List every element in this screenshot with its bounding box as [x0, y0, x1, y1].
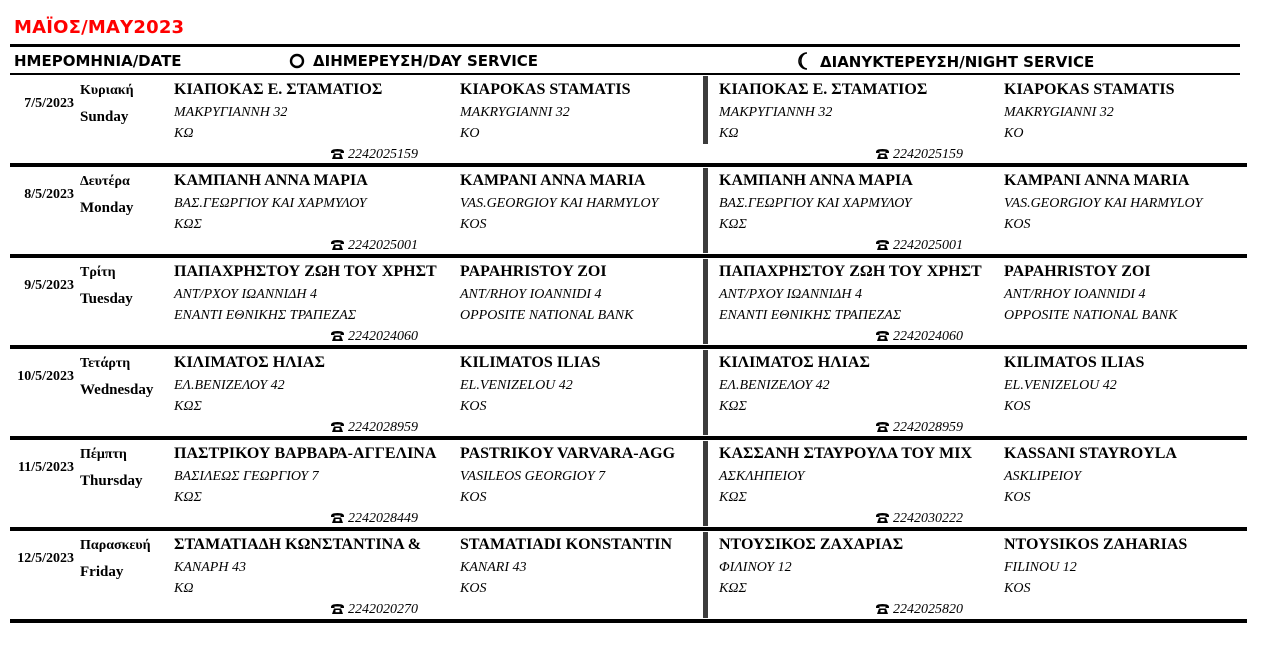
phone-icon [330, 511, 348, 526]
duty-row [0, 349, 1273, 433]
night-pharmacy-address-gr: ΒΑΣ.ΓΕΩΡΓΙΟΥ ΚΑΙ ΧΑΡΜΥΛΟΥ [719, 196, 912, 211]
night-pharmacy-area-en: OPPOSITE NATIONAL BANK [1004, 308, 1178, 323]
phone-number: 2242028959 [893, 420, 963, 435]
day-pharmacy-address-gr: ΑΝΤ/ΡΧΟΥ ΙΩΑΝΝΙΔΗ 4 [174, 287, 317, 302]
day-pharmacy-area-gr: ΚΩ [174, 126, 194, 141]
night-service-label: ΔΙΑΝΥΚΤΕΡΕΥΣΗ/NIGHT SERVICE [820, 53, 1095, 71]
day-pharmacy-area-gr: ΚΩΣ [174, 217, 202, 232]
row-day-greek: Παρασκευή [80, 538, 151, 553]
night-pharmacy-phone [875, 420, 963, 436]
row-date: 12/5/2023 [17, 551, 74, 566]
day-pharmacy-address-gr: ΕΛ.ΒΕΝΙΖΕΛΟΥ 42 [174, 378, 285, 393]
day-pharmacy-phone [330, 602, 418, 618]
day-pharmacy-address-gr: ΒΑΣ.ΓΕΩΡΓΙΟΥ ΚΑΙ ΧΑΡΜΥΛΟΥ [174, 196, 367, 211]
day-pharmacy-phone [330, 329, 418, 345]
night-pharmacy-area-en: KOS [1004, 490, 1031, 505]
day-pharmacy-address-gr: ΚΑΝΑΡΗ 43 [174, 560, 246, 575]
night-pharmacy-address-en: EL.VENIZELOU 42 [1004, 378, 1117, 393]
day-pharmacy-name-gr: ΠΑΣΤΡΙΚΟΥ ΒΑΡΒΑΡΑ-ΑΓΓΕΛΙΝΑ [174, 445, 437, 462]
night-pharmacy-address-en: ANT/RHOY IOANNIDI 4 [1004, 287, 1146, 302]
day-pharmacy-phone [330, 147, 418, 163]
phone-number: 2242025159 [893, 147, 963, 162]
day-pharmacy-address-en: VAS.GEORGIOY KAI HARMYLOY [460, 196, 659, 211]
phone-icon [875, 602, 893, 617]
day-pharmacy-phone [330, 420, 418, 436]
day-pharmacy-area-en: OPPOSITE NATIONAL BANK [460, 308, 634, 323]
phone-number: 2242024060 [893, 329, 963, 344]
phone-icon [330, 329, 348, 344]
night-pharmacy-address-en: MAKRYGIANNI 32 [1004, 105, 1114, 120]
night-pharmacy-address-en: VAS.GEORGIOY KAI HARMYLOY [1004, 196, 1203, 211]
day-pharmacy-phone [330, 238, 418, 254]
night-pharmacy-address-gr: ΕΛ.ΒΕΝΙΖΕΛΟΥ 42 [719, 378, 830, 393]
night-pharmacy-name-en: KIAPOKAS STAMATIS [1004, 81, 1175, 98]
day-pharmacy-name-gr: ΚΙΑΠΟΚΑΣ Ε. ΣΤΑΜΑΤΙΟΣ [174, 81, 383, 98]
phone-number: 2242024060 [348, 329, 418, 344]
phone-icon [330, 602, 348, 617]
date-column-header: ΗΜΕΡΟΜΗΝΙΑ/DATE [14, 52, 182, 70]
night-pharmacy-area-en: KOS [1004, 217, 1031, 232]
day-pharmacy-area-en: KOS [460, 490, 487, 505]
day-pharmacy-address-en: KANARI 43 [460, 560, 527, 575]
night-pharmacy-area-en: KOS [1004, 399, 1031, 414]
night-pharmacy-area-gr: ΚΩ [719, 126, 739, 141]
row-day-greek: Τρίτη [80, 265, 116, 280]
day-pharmacy-area-gr: ΚΩΣ [174, 490, 202, 505]
night-pharmacy-name-gr: ΚΙΛΙΜΑΤΟΣ ΗΛΙΑΣ [719, 354, 870, 371]
night-pharmacy-area-gr: ΚΩΣ [719, 217, 747, 232]
header-top-rule [10, 44, 1240, 47]
row-day-greek: Τετάρτη [80, 356, 131, 371]
day-pharmacy-name-en: PAPAHRISTOY ZOI [460, 263, 607, 280]
phone-icon [875, 147, 893, 162]
night-pharmacy-address-gr: ΜΑΚΡΥΓΙΑΝΝΗ 32 [719, 105, 833, 120]
day-pharmacy-name-gr: ΣΤΑΜΑΤΙΑΔΗ ΚΩΝΣΤΑΝΤΙΝΑ & [174, 536, 422, 553]
day-pharmacy-name-gr: ΠΑΠΑΧΡΗΣΤΟΥ ΖΩΗ ΤΟΥ ΧΡΗΣΤ [174, 263, 437, 280]
phone-number: 2242028959 [348, 420, 418, 435]
row-separator [10, 619, 1247, 623]
day-service-header [289, 52, 538, 73]
day-pharmacy-phone [330, 511, 418, 527]
duty-row [0, 258, 1273, 342]
month-title: ΜΑΪΟΣ/ΜΑΥ2023 [14, 17, 185, 38]
phone-icon [875, 511, 893, 526]
night-pharmacy-name-en: KASSANI STAYROYLA [1004, 445, 1177, 462]
day-pharmacy-name-en: STAMATIADI KONSTANTIN [460, 536, 673, 553]
day-pharmacy-address-en: VASILEOS GEORGIOY 7 [460, 469, 606, 484]
night-pharmacy-area-gr: ΚΩΣ [719, 581, 747, 596]
night-pharmacy-phone [875, 329, 963, 345]
night-pharmacy-address-en: FILINOU 12 [1004, 560, 1077, 575]
row-date: 11/5/2023 [17, 460, 74, 475]
day-pharmacy-address-gr: ΜΑΚΡΥΓΙΑΝΝΗ 32 [174, 105, 288, 120]
night-pharmacy-name-en: KAMPANI ANNA MARIA [1004, 172, 1190, 189]
day-pharmacy-name-gr: ΚΑΜΠΑΝΗ ΑΝΝΑ ΜΑΡΙΑ [174, 172, 368, 189]
night-pharmacy-phone [875, 238, 963, 254]
day-pharmacy-area-gr: ΕΝΑΝΤΙ ΕΘΝΙΚΗΣ ΤΡΑΠΕΖΑΣ [174, 308, 357, 323]
night-pharmacy-name-gr: ΠΑΠΑΧΡΗΣΤΟΥ ΖΩΗ ΤΟΥ ΧΡΗΣΤ [719, 263, 982, 280]
duty-row [0, 440, 1273, 524]
night-pharmacy-area-en: KO [1004, 126, 1024, 141]
day-pharmacy-address-en: ANT/RHOY IOANNIDI 4 [460, 287, 602, 302]
row-day-english: Wednesday [80, 382, 154, 398]
phone-number: 2242030222 [893, 511, 963, 526]
night-pharmacy-address-gr: ΑΝΤ/ΡΧΟΥ ΙΩΑΝΝΙΔΗ 4 [719, 287, 862, 302]
night-pharmacy-name-en: KILIMATOS ILIAS [1004, 354, 1145, 371]
night-pharmacy-name-gr: ΚΑΜΠΑΝΗ ΑΝΝΑ ΜΑΡΙΑ [719, 172, 913, 189]
row-day-english: Sunday [80, 109, 129, 125]
sun-icon [289, 53, 305, 73]
day-pharmacy-name-en: PASTRIKOY VARVARA-AGG [460, 445, 676, 462]
night-pharmacy-address-en: ASKLIPEIOY [1004, 469, 1081, 484]
row-date: 9/5/2023 [24, 278, 74, 293]
night-pharmacy-address-gr: ΦΙΛΙΝΟΥ 12 [719, 560, 792, 575]
phone-number: 2242025820 [893, 602, 963, 617]
night-pharmacy-name-en: NTOYSIKOS ZAHARIAS [1004, 536, 1188, 553]
phone-number: 2242020270 [348, 602, 418, 617]
day-pharmacy-area-en: KO [460, 126, 480, 141]
day-pharmacy-name-en: KILIMATOS ILIAS [460, 354, 601, 371]
row-day-greek: Πέμπτη [80, 447, 127, 462]
phone-icon [330, 420, 348, 435]
day-pharmacy-area-gr: ΚΩΣ [174, 399, 202, 414]
night-pharmacy-phone [875, 511, 963, 527]
day-pharmacy-area-en: KOS [460, 581, 487, 596]
phone-icon [875, 238, 893, 253]
day-pharmacy-name-gr: ΚΙΛΙΜΑΤΟΣ ΗΛΙΑΣ [174, 354, 325, 371]
night-pharmacy-area-gr: ΚΩΣ [719, 490, 747, 505]
night-pharmacy-area-gr: ΚΩΣ [719, 399, 747, 414]
moon-icon [798, 52, 812, 74]
night-pharmacy-name-gr: ΚΙΑΠΟΚΑΣ Ε. ΣΤΑΜΑΤΙΟΣ [719, 81, 928, 98]
day-pharmacy-name-en: KIAPOKAS STAMATIS [460, 81, 631, 98]
phone-number: 2242028449 [348, 511, 418, 526]
row-day-english: Tuesday [80, 291, 133, 307]
phone-number: 2242025001 [348, 238, 418, 253]
row-day-greek: Δευτέρα [80, 174, 130, 189]
day-pharmacy-address-gr: ΒΑΣΙΛΕΩΣ ΓΕΩΡΓΙΟΥ 7 [174, 469, 319, 484]
night-pharmacy-name-gr: ΚΑΣΣΑΝΗ ΣΤΑΥΡΟΥΛΑ ΤΟΥ ΜΙΧ [719, 445, 973, 462]
phone-icon [330, 147, 348, 162]
night-pharmacy-address-gr: ΑΣΚΛΗΠΕΙΟΥ [719, 469, 805, 484]
phone-icon [875, 420, 893, 435]
duty-row [0, 531, 1273, 615]
day-pharmacy-area-gr: ΚΩ [174, 581, 194, 596]
day-pharmacy-address-en: MAKRYGIANNI 32 [460, 105, 570, 120]
row-date: 8/5/2023 [24, 187, 74, 202]
row-day-english: Monday [80, 200, 134, 216]
day-pharmacy-area-en: KOS [460, 399, 487, 414]
row-day-english: Friday [80, 564, 124, 580]
row-day-english: Thursday [80, 473, 143, 489]
day-pharmacy-area-en: KOS [460, 217, 487, 232]
night-pharmacy-phone [875, 602, 963, 618]
row-date: 10/5/2023 [17, 369, 74, 384]
night-pharmacy-area-gr: ΕΝΑΝΤΙ ΕΘΝΙΚΗΣ ΤΡΑΠΕΖΑΣ [719, 308, 902, 323]
row-date: 7/5/2023 [24, 96, 74, 111]
night-pharmacy-phone [875, 147, 963, 163]
night-pharmacy-name-gr: ΝΤΟΥΣΙΚΟΣ ΖΑΧΑΡΙΑΣ [719, 536, 904, 553]
phone-number: 2242025159 [348, 147, 418, 162]
phone-icon [330, 238, 348, 253]
day-pharmacy-address-en: EL.VENIZELOU 42 [460, 378, 573, 393]
night-pharmacy-area-en: KOS [1004, 581, 1031, 596]
night-service-header [798, 52, 1094, 74]
day-pharmacy-name-en: KAMPANI ANNA MARIA [460, 172, 646, 189]
phone-number: 2242025001 [893, 238, 963, 253]
day-service-label: ΔΙΗΜΕΡΕΥΣΗ/DAY SERVICE [313, 52, 539, 70]
row-day-greek: Κυριακή [80, 83, 134, 98]
duty-row [0, 76, 1273, 160]
phone-icon [875, 329, 893, 344]
duty-row [0, 167, 1273, 251]
night-pharmacy-name-en: PAPAHRISTOY ZOI [1004, 263, 1151, 280]
